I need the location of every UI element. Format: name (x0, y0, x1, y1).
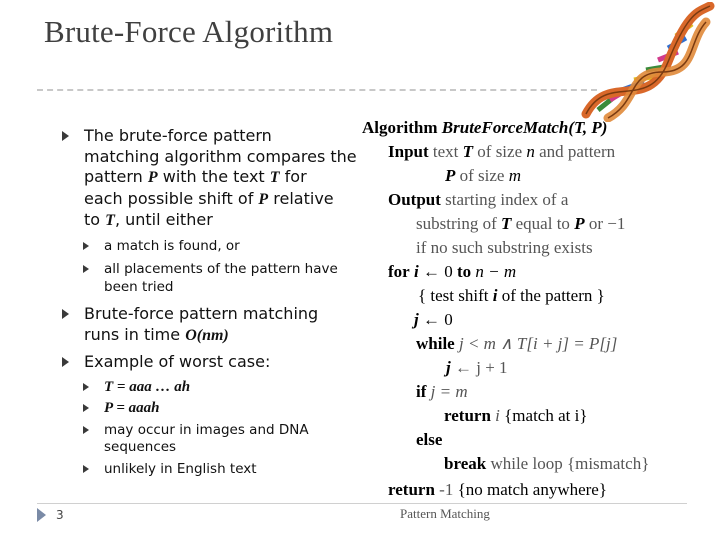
sub-bullet-arrow-icon (83, 465, 89, 473)
sub-bullet-text-example (62, 379, 362, 397)
sub-bullet-text: all placements of the pattern have (104, 261, 338, 277)
sub-bullet-english (62, 461, 362, 479)
algo-input: Input text T of size n and pattern (388, 142, 616, 161)
algo-header: Algorithm BruteForceMatch(T, P) (362, 118, 608, 137)
dna-helix-image (578, 2, 716, 122)
algo-break: break while loop {mismatch} (444, 454, 650, 473)
sub-bullet-pattern-example (62, 400, 362, 418)
sub-bullet-images-dna (62, 422, 362, 457)
bullet-list (62, 126, 362, 478)
bullet-text: matching algorithm compares the (84, 146, 357, 166)
bullet-arrow-icon (62, 131, 69, 141)
sub-bullet-arrow-icon (83, 426, 89, 434)
footer-divider (37, 503, 687, 504)
bullet-text: pattern P with the text T for (84, 167, 307, 186)
page-number: 3 (56, 508, 64, 522)
algo-comment-shift: { test shift i of the pattern } (418, 286, 605, 305)
sub-bullet-text: unlikely in English text (104, 460, 257, 477)
bullet-worst-case (62, 352, 362, 373)
sub-bullet-arrow-icon (83, 242, 89, 250)
sub-bullet-text: may occur in images and DNA (104, 421, 309, 438)
bullet-text: Example of worst case: (84, 352, 271, 371)
sub-bullet-all-placements (62, 261, 362, 296)
bullet-text: each possible shift of P relative (84, 188, 334, 208)
bullet-text: to T, until either (84, 210, 213, 229)
bullet-runtime (62, 304, 362, 346)
algo-increment-j: j ← j + 1 (446, 358, 508, 377)
algo-init-j: j ← 0 (414, 310, 453, 329)
bullet-text: runs in time O(nm) (84, 324, 229, 344)
algo-output-cont: substring of T equal to P or −1 (416, 214, 626, 233)
algo-else: else (416, 430, 443, 449)
algo-return-i: return i {match at i} (444, 406, 588, 425)
bullet-text: Brute-force pattern matching (84, 304, 319, 323)
algo-for-loop: for i ← 0 to n − m (388, 262, 517, 281)
dna-strand-b (608, 22, 706, 118)
title-divider (37, 89, 597, 91)
algo-if: if j = m (416, 382, 468, 401)
sub-bullet-text: a match is found, or (104, 237, 240, 254)
sub-bullet-text: P = aaah (104, 400, 160, 416)
sub-bullet-match-found (62, 238, 362, 256)
sub-bullet-arrow-icon (83, 383, 89, 391)
sub-bullet-arrow-icon (83, 404, 89, 412)
page-marker-icon (37, 508, 46, 522)
sub-bullet-text: T = aaa … ah (104, 378, 191, 395)
bullet-description (62, 126, 362, 232)
algo-while: while j < m ∧ T[i + j] = P[j] (416, 334, 618, 353)
slide-title: Brute-Force Algorithm (44, 14, 334, 49)
bullet-arrow-icon (62, 309, 69, 319)
bullet-text: The brute-force pattern (84, 126, 272, 145)
algo-input-cont: P of size m (445, 166, 522, 185)
algo-return-minus-one: return -1 {no match anywhere} (388, 480, 608, 499)
algo-output: Output starting index of a (388, 190, 569, 209)
sub-bullet-arrow-icon (83, 265, 89, 273)
algo-output-cont2: if no such substring exists (416, 238, 593, 257)
bullet-arrow-icon (62, 357, 69, 367)
sub-bullet-text: sequences (104, 439, 177, 455)
footer-title: Pattern Matching (400, 506, 490, 521)
sub-bullet-text: been tried (104, 278, 174, 295)
